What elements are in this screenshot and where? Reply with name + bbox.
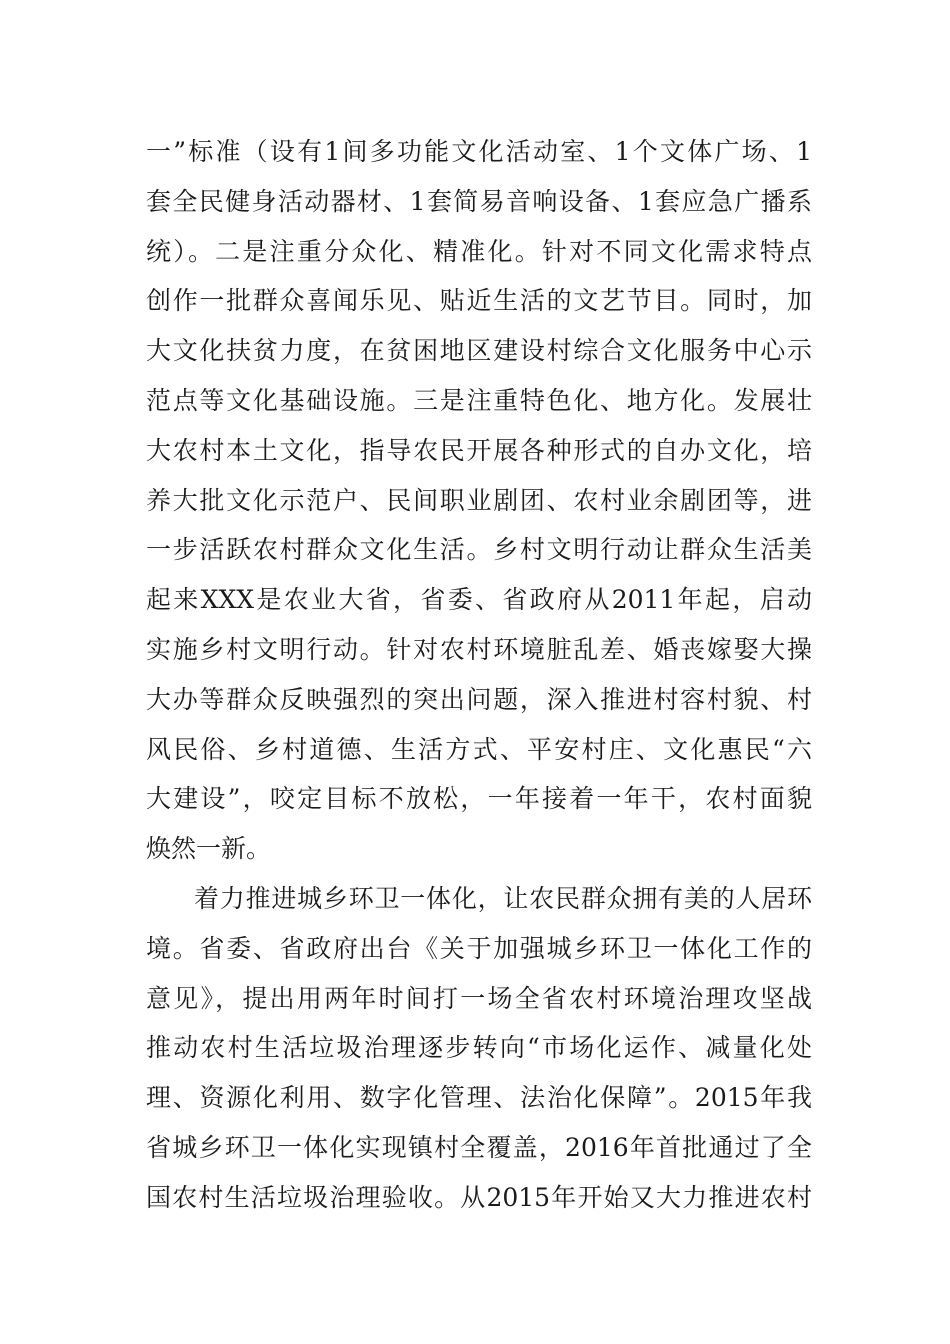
text-line: 大文化扶贫力度，在贫困地区建设村综合文化服务中心示 — [146, 336, 812, 366]
text-line: 境。省委、省政府出台《关于加强城乡环卫一体化工作的 — [146, 933, 812, 963]
text-line: 创作一批群众喜闻乐见、贴近生活的文艺节目。同时，加 — [146, 286, 812, 316]
text-line: 一”标准（设有1间多功能文化活动室、1个文体广场、1 — [146, 137, 812, 166]
text-line: 大建设”，咬定目标不放松，一年接着一年干，农村面貌 — [146, 784, 812, 814]
text-line: 套全民健身活动器材、1套简易音响设备、1套应急广播系 — [146, 186, 812, 216]
text-line: 起来XXX是农业大省，省委、省政府从2011年起，启动 — [146, 585, 812, 615]
text-line: 着力推进城乡环卫一体化，让农民群众拥有美的人居环 — [194, 883, 812, 913]
text-line: 养大批文化示范户、民间职业剧团、农村业余剧团等，进 — [146, 485, 812, 515]
text-line: 省城乡环卫一体化实现镇村全覆盖，2016年首批通过了全 — [146, 1132, 812, 1162]
text-line: 大办等群众反映强烈的突出问题，深入推进村容村貌、村 — [146, 684, 812, 714]
text-line: 焕然一新。 — [146, 834, 272, 864]
text-line: 一步活跃农村群众文化生活。乡村文明行动让群众生活美 — [146, 535, 812, 565]
text-line: 大农村本土文化，指导农民开展各种形式的自办文化，培 — [146, 435, 812, 465]
text-line: 意见》，提出用两年时间打一场全省农村环境治理攻坚战 — [146, 983, 812, 1013]
text-line: 理、资源化利用、数字化管理、法治化保障”。2015年我 — [146, 1083, 812, 1113]
paragraph — [146, 874, 812, 1223]
text-line: 推动农村生活垃圾治理逐步转向“市场化运作、减量化处 — [146, 1033, 812, 1063]
text-line: 风民俗、乡村道德、生活方式、平安村庄、文化惠民“六 — [146, 734, 812, 764]
text-line: 范点等文化基础设施。三是注重特色化、地方化。发展壮 — [146, 385, 812, 415]
text-line: 国农村生活垃圾治理验收。从2015年开始又大力推进农村 — [146, 1182, 812, 1212]
paragraph — [146, 127, 812, 874]
text-line: 统）。二是注重分众化、精准化。针对不同文化需求特点 — [146, 236, 812, 266]
text-line: 实施乡村文明行动。针对农村环境脏乱差、婚丧嫁娶大操 — [146, 634, 812, 664]
body-text — [146, 127, 812, 1223]
